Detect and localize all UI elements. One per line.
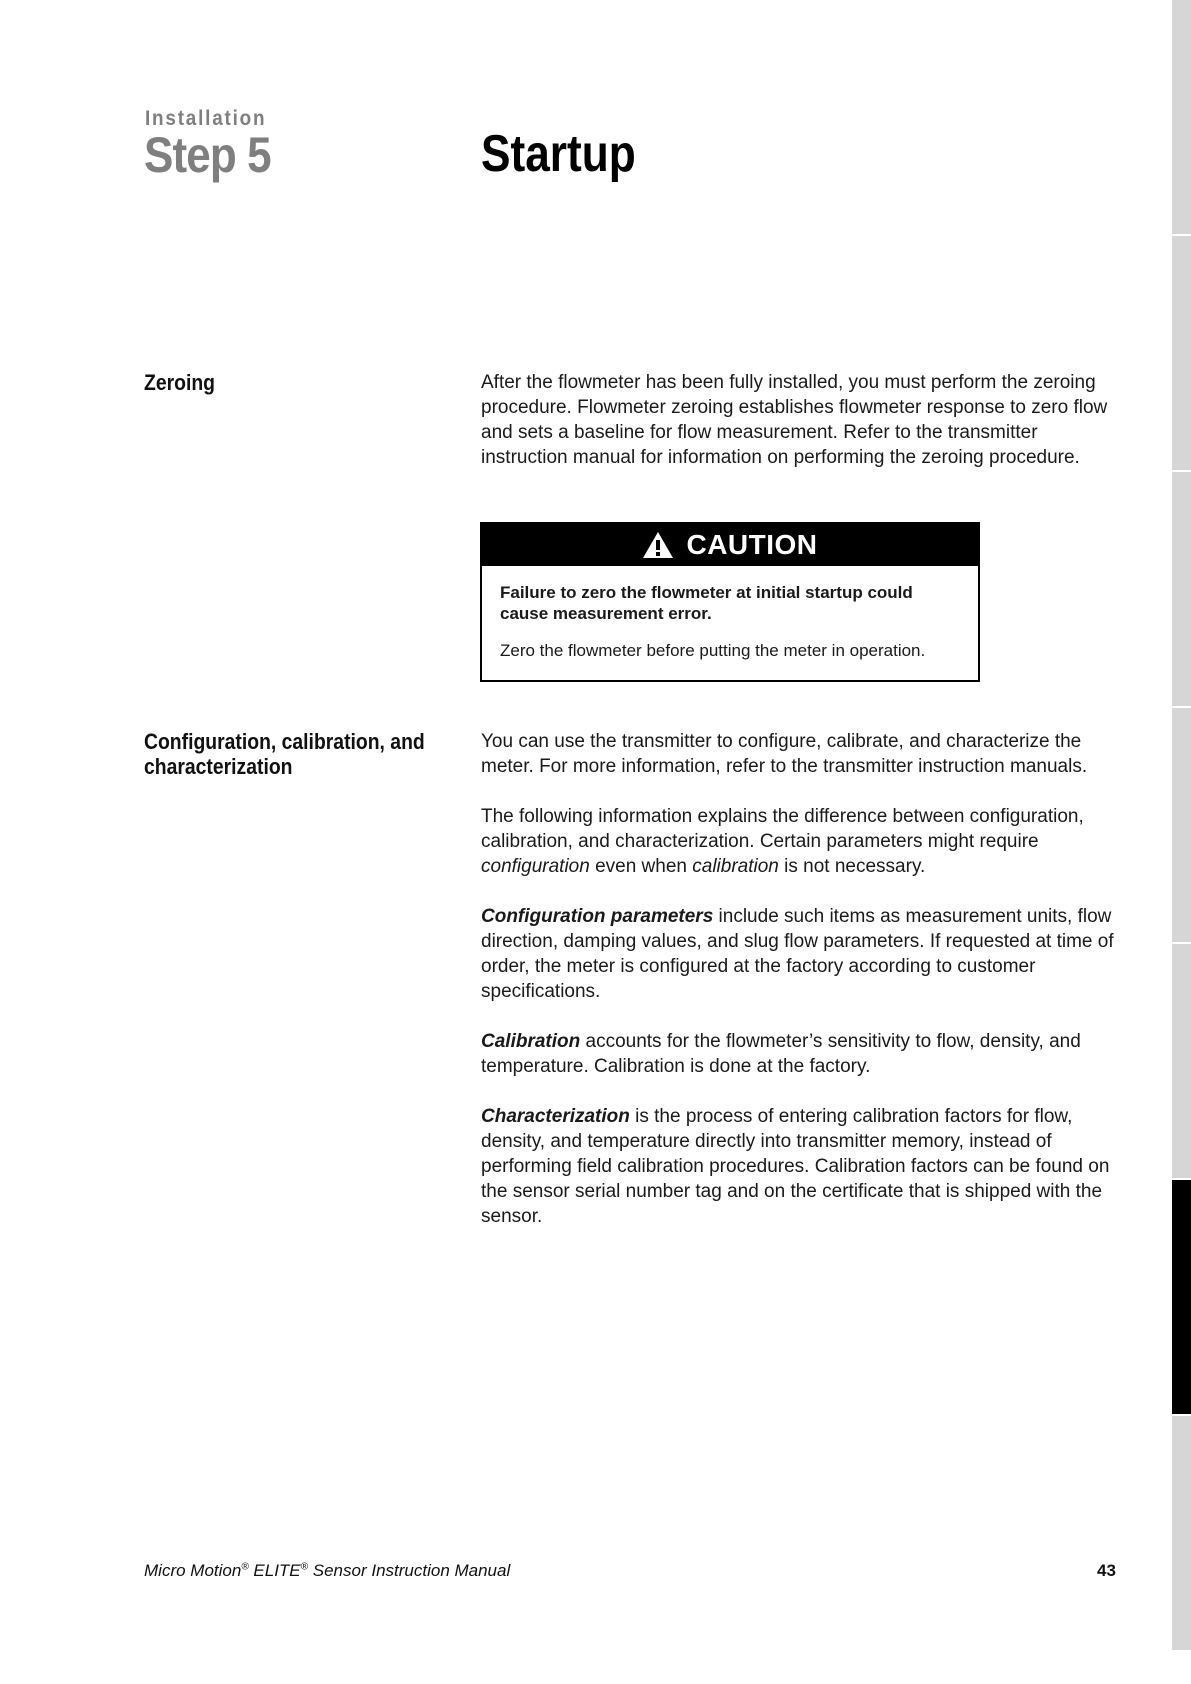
caution-body <box>482 566 978 677</box>
configuration-heading: Configuration, calibration, and characterization <box>144 729 425 779</box>
page-number: 43 <box>1097 1561 1116 1580</box>
zeroing-paragraph: After the flowmeter has been fully installed, you must perform the zeroing procedure. Flowmeter zeroing establishes flowmeter response to zero flow and sets a baseline for flow measurement. Refer to the transmitter instruction manual for information on performing the zeroing procedure. <box>481 372 1108 468</box>
chapter-tab <box>1172 0 1191 236</box>
chapter-tab <box>1172 1416 1191 1652</box>
caution-text: Zero the flowmeter before putting the meter in operation. <box>500 641 926 660</box>
section-label: Installation <box>145 107 267 130</box>
zeroing-heading: Zeroing <box>144 370 215 395</box>
configuration-section <box>481 729 1121 1254</box>
configuration-parameters-paragraph: Configuration parameters include such items as measurement units, flow direction, damping values, and slug flow parameters. If requested at time of order, the meter is configured at the factory according to customer specifications. <box>481 906 1114 1002</box>
caution-box <box>480 522 980 682</box>
chapter-tab-active <box>1172 1180 1191 1416</box>
warning-triangle-icon <box>642 531 674 559</box>
chapter-tab <box>1172 236 1191 472</box>
caution-bold-text: Failure to zero the flowmeter at initial startup could cause measurement error. <box>500 583 913 623</box>
chapter-tab <box>1172 944 1191 1180</box>
step-label: Step 5 <box>144 127 271 183</box>
chapter-tab <box>1172 472 1191 708</box>
chapter-tabs <box>1172 0 1191 1684</box>
caution-title: CAUTION <box>686 529 818 560</box>
configuration-paragraph-1: You can use the transmitter to configure, calibrate, and characterize the meter. For more information, refer to the transmitter instruction manuals. <box>481 731 1088 777</box>
characterization-paragraph: Characterization is the process of entering calibration factors for flow, density, and temperature directly into transmitter memory, instead of performing field calibration procedures. Calibration factors can be found on the sensor serial number tag and on the certificate that is shipped with the sensor. <box>481 1106 1110 1227</box>
caution-header <box>482 524 978 566</box>
calibration-paragraph: Calibration accounts for the flowmeter’s sensitivity to flow, density, and temperature. Calibration is done at the factory. <box>481 1031 1081 1077</box>
zeroing-section <box>481 370 1121 495</box>
page-title: Startup <box>481 125 636 183</box>
configuration-paragraph-2: The following information explains the difference between configuration, calibration, and characterization. Certain parameters might require configuration even when calibration is not necessary. <box>481 806 1084 877</box>
footer-manual-title: Micro Motion® ELITE® Sensor Instruction Manual <box>144 1561 511 1580</box>
chapter-tab <box>1172 708 1191 944</box>
